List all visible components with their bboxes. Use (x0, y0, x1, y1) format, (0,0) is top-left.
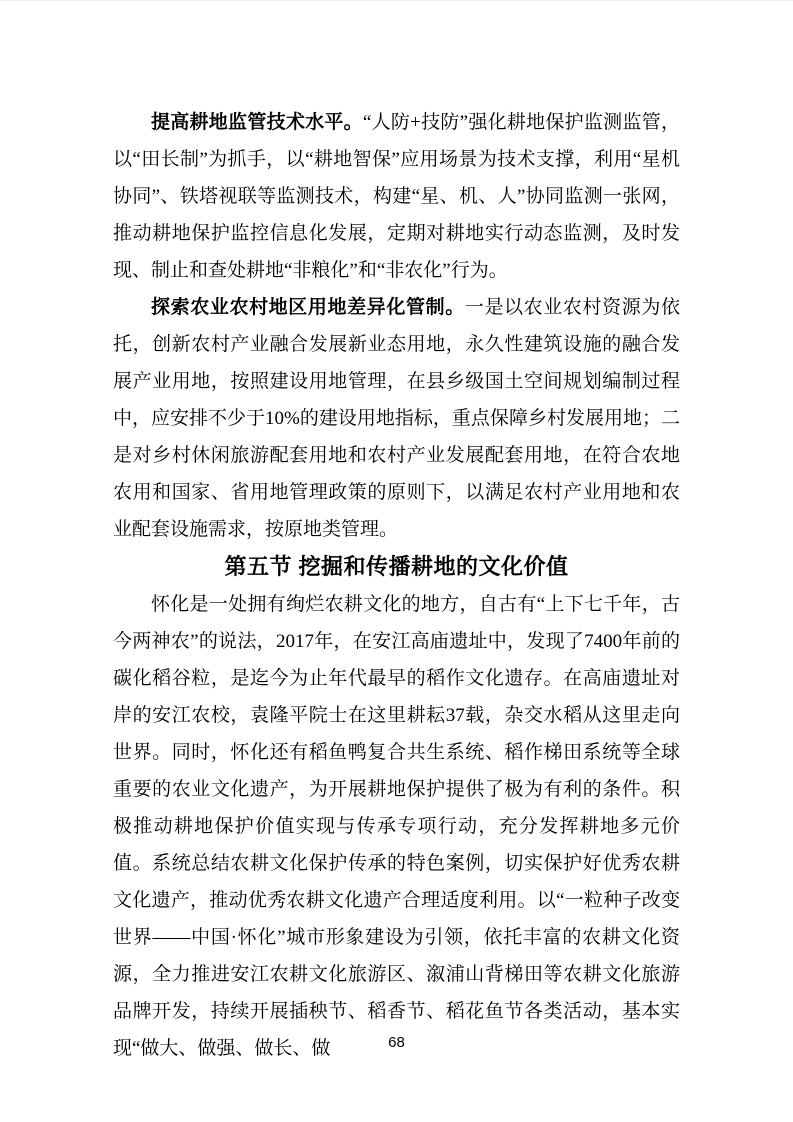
paragraph-body-text: 怀化是一处拥有绚烂农耕文化的地方，自古有“上下七千年，古今两神农”的说法，2017年，在安江高庙遗址中，发现了7400年前的碳化稻谷粒，是迄今为止年代最早的稻作文化遗存。在高庙遗址对岸的安江农校，袁隆平院士在这里耕耘37载，杂交水稻从这里走向世界。同时，怀化还有稻鱼鸭复合共生系统、稻作梯田系统等全球重要的农业文化遗产，为开展耕地保护提供了极为有利的条件。积极推动耕地保护价值实现与传承专项行动，充分发挥耕地多元价值。系统总结农耕文化保护传承的特色案例，切实保护好优秀农耕文化遗产，推动优秀农耕文化遗产合理适度利用。以“一粒种子改变世界——中国·怀化”城市形象建设为引领，依托丰富的农耕文化资源，全力推进安江农耕文化旅游区、溆浦山背梯田等农耕文化旅游品牌开发，持续开展插秧节、稻香节、稻花鱼节各类活动，基本实现“做大、做强、做长、做 (113, 594, 680, 1059)
section-heading: 第五节 挖掘和传播耕地的文化价值 (224, 554, 569, 579)
paragraph-lead-bold: 提高耕地监管技术水平。 (151, 112, 363, 133)
paragraph-body-text: 一是以农业农村资源为依托，创新农村产业融合发展新业态用地，永久性建筑设施的融合发展产业用地，按照建设用地管理，在县乡级国土空间规划编制过程中，应安排不少于10%的建设用地指标，重点保障乡村发展用地；二是对乡村休闲旅游配套用地和农村产业发展配套用地，在符合农地农用和国家、省用地管理政策的原则下，以满足农村产业用地和农业配套设施需求，按原地类管理。 (113, 297, 680, 540)
paragraph-cultural-value (113, 586, 680, 1067)
page-number: 68 (388, 1034, 405, 1051)
paragraph-lead-bold: 探索农业农村地区用地差异化管制。 (151, 297, 465, 318)
paragraph-body-text: “人防+技防”强化耕地保护监测监管，以“田长制”为抓手，以“耕地智保”应用场景为技术支撑，利用“星机协同”、铁塔视联等监测技术，构建“星、机、人”协同监测一张网，推动耕地保护监控信息化发展，定期对耕地实行动态监测，及时发现、制止和查处耕地“非粮化”和“非农化”行为。 (113, 112, 680, 281)
paragraph-monitoring-tech (113, 104, 680, 289)
paragraph-land-use-control (113, 289, 680, 548)
page-content (113, 104, 680, 1067)
